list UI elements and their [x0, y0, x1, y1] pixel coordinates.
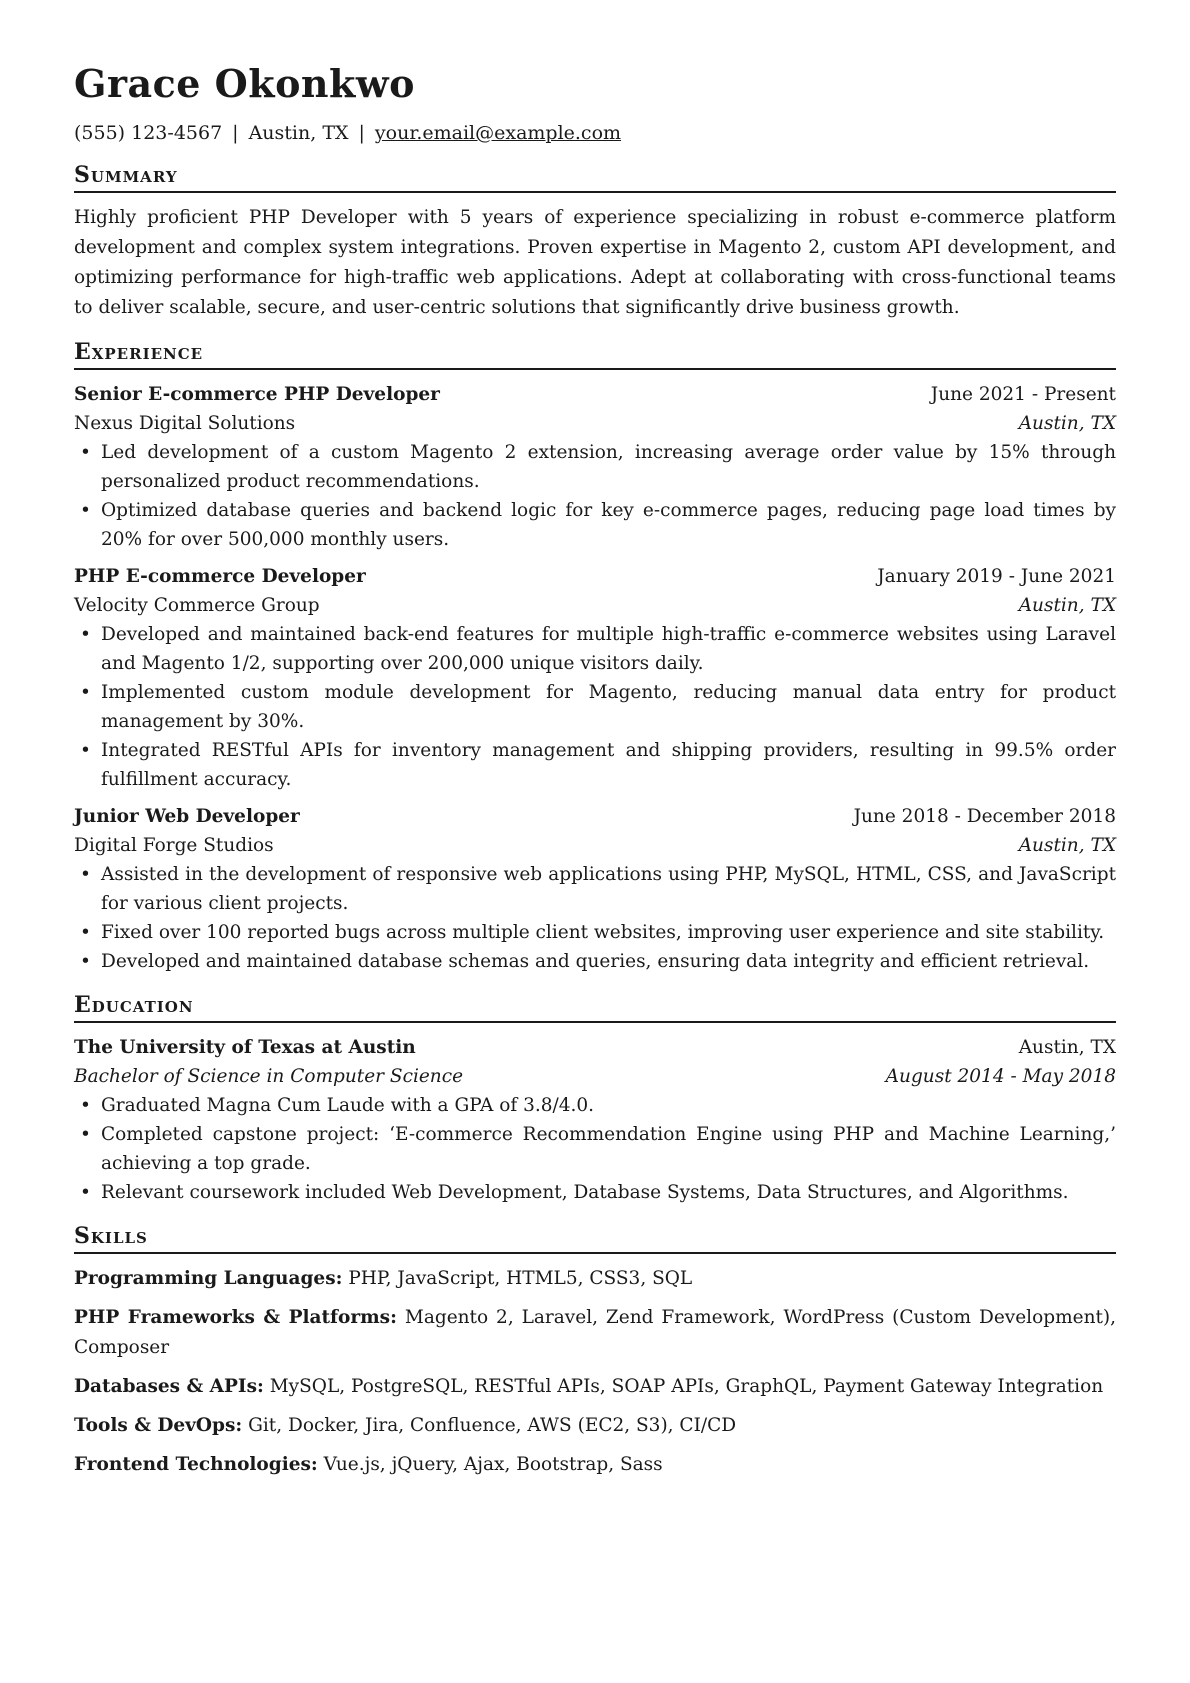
job-company: Velocity Commerce Group [74, 595, 320, 616]
list-item [74, 620, 1116, 678]
list-item [74, 918, 1116, 947]
bullet-icon: • [80, 951, 91, 972]
skill-value: MySQL, PostgreSQL, RESTful APIs, SOAP APIs, GraphQL, Payment Gateway Integration [269, 1376, 1104, 1397]
bullet-text: Fixed over 100 reported bugs across multiple client websites, improving user experience and site stability. [101, 922, 1105, 943]
bullet-text: Completed capstone project: ‘E-commerce Recommendation Engine using PHP and Machine Learning,’ achieving a top grade. [101, 1124, 1116, 1174]
list-item [74, 736, 1116, 794]
bullet-text: Optimized database queries and backend logic for key e-commerce pages, reducing page load times by 20% for over 500,000 monthly users. [101, 500, 1116, 550]
separator: | [358, 122, 365, 144]
skill-row [74, 1450, 1116, 1480]
bullet-icon: • [80, 1124, 91, 1145]
job-bullets [74, 438, 1116, 554]
job-dates: June 2018 - December 2018 [853, 806, 1116, 827]
bullet-icon: • [80, 442, 91, 463]
job-bullets [74, 860, 1116, 976]
skill-label: Programming Languages: [74, 1268, 343, 1289]
job-entry [74, 802, 1116, 976]
skill-row [74, 1303, 1116, 1363]
school-location: Austin, TX [1018, 1037, 1116, 1058]
education-dates: August 2014 - May 2018 [885, 1066, 1116, 1087]
skill-row [74, 1372, 1116, 1402]
job-company: Nexus Digital Solutions [74, 413, 296, 434]
separator: | [232, 122, 239, 144]
education-entry [74, 1033, 1116, 1207]
list-item [74, 947, 1116, 976]
job-role: PHP E-commerce Developer [74, 566, 366, 587]
section-title-summary: Summary [74, 161, 1116, 193]
job-location: Austin, TX [1018, 413, 1116, 434]
list-item [74, 1178, 1116, 1207]
skill-value: PHP, JavaScript, HTML5, CSS3, SQL [348, 1268, 693, 1289]
skill-label: Databases & APIs: [74, 1376, 264, 1397]
skill-value: Vue.js, jQuery, Ajax, Bootstrap, Sass [323, 1454, 663, 1475]
skill-label: Tools & DevOps: [74, 1415, 243, 1436]
degree: Bachelor of Science in Computer Science [74, 1066, 464, 1087]
section-title-experience: Experience [74, 338, 1116, 370]
school-name: The University of Texas at Austin [74, 1037, 416, 1058]
skill-row [74, 1264, 1116, 1294]
bullet-icon: • [80, 864, 91, 885]
list-item [74, 1120, 1116, 1178]
education-bullets [74, 1091, 1116, 1207]
section-title-education: Education [74, 991, 1116, 1023]
list-item [74, 860, 1116, 918]
bullet-text: Assisted in the development of responsive web applications using PHP, MySQL, HTML, CSS, and JavaScript for various client projects. [101, 864, 1116, 914]
contact-line [74, 120, 1116, 146]
skill-label: Frontend Technologies: [74, 1454, 318, 1475]
bullet-text: Graduated Magna Cum Laude with a GPA of 3.8/4.0. [101, 1095, 595, 1116]
bullet-text: Developed and maintained back-end features for multiple high-traffic e-commerce websites using Laravel and Magento 1/2, supporting over 200,000 unique visitors daily. [101, 624, 1116, 674]
skills-section [74, 1222, 1116, 1480]
job-company: Digital Forge Studios [74, 835, 274, 856]
skill-value: Git, Docker, Jira, Confluence, AWS (EC2, S3), CI/CD [248, 1415, 737, 1436]
job-location: Austin, TX [1018, 595, 1116, 616]
job-bullets [74, 620, 1116, 794]
section-title-skills: Skills [74, 1222, 1116, 1254]
bullet-text: Developed and maintained database schemas and queries, ensuring data integrity and efficient retrieval. [101, 951, 1090, 972]
summary-section [74, 161, 1116, 323]
job-location: Austin, TX [1018, 835, 1116, 856]
phone-number: (555) 123-4567 [74, 122, 223, 144]
location: Austin, TX [248, 122, 349, 144]
bullet-icon: • [80, 682, 91, 703]
bullet-text: Led development of a custom Magento 2 extension, increasing average order value by 15% through personalized product recommendations. [101, 442, 1116, 492]
job-dates: June 2021 - Present [930, 384, 1116, 405]
skill-value: Magento 2, Laravel, Zend Framework, WordPress (Custom Development), Composer [74, 1307, 1117, 1358]
bullet-icon: • [80, 500, 91, 521]
bullet-icon: • [80, 624, 91, 645]
bullet-text: Relevant coursework included Web Development, Database Systems, Data Structures, and Algorithms. [101, 1182, 1069, 1203]
job-role: Junior Web Developer [74, 806, 300, 827]
list-item [74, 1091, 1116, 1120]
bullet-icon: • [80, 922, 91, 943]
education-section [74, 991, 1116, 1207]
email-link[interactable]: your.email@example.com [374, 122, 622, 144]
experience-section [74, 338, 1116, 976]
job-role: Senior E-commerce PHP Developer [74, 384, 440, 405]
summary-text: Highly proficient PHP Developer with 5 years of experience specializing in robust e-commerce platform development and complex system integrations. Proven expertise in Magento 2, custom API development, and optimizing performance for high-traffic web applications. Adept at collaborating with cross-functional teams to deliver scalable, secure, and user-centric solutions that significantly drive business growth. [74, 207, 1116, 318]
bullet-text: Implemented custom module development for Magento, reducing manual data entry for product management by 30%. [101, 682, 1116, 732]
bullet-text: Integrated RESTful APIs for inventory management and shipping providers, resulting in 99.5% order fulfillment accuracy. [101, 740, 1116, 790]
bullet-icon: • [80, 1095, 91, 1116]
bullet-icon: • [80, 740, 91, 761]
candidate-name: Grace Okonkwo [74, 61, 415, 106]
list-item [74, 678, 1116, 736]
skill-row [74, 1411, 1116, 1441]
list-item [74, 438, 1116, 496]
job-entry [74, 562, 1116, 794]
bullet-icon: • [80, 1182, 91, 1203]
job-entry [74, 380, 1116, 554]
skill-label: PHP Frameworks & Platforms: [74, 1307, 397, 1328]
list-item [74, 496, 1116, 554]
job-dates: January 2019 - June 2021 [877, 566, 1116, 587]
